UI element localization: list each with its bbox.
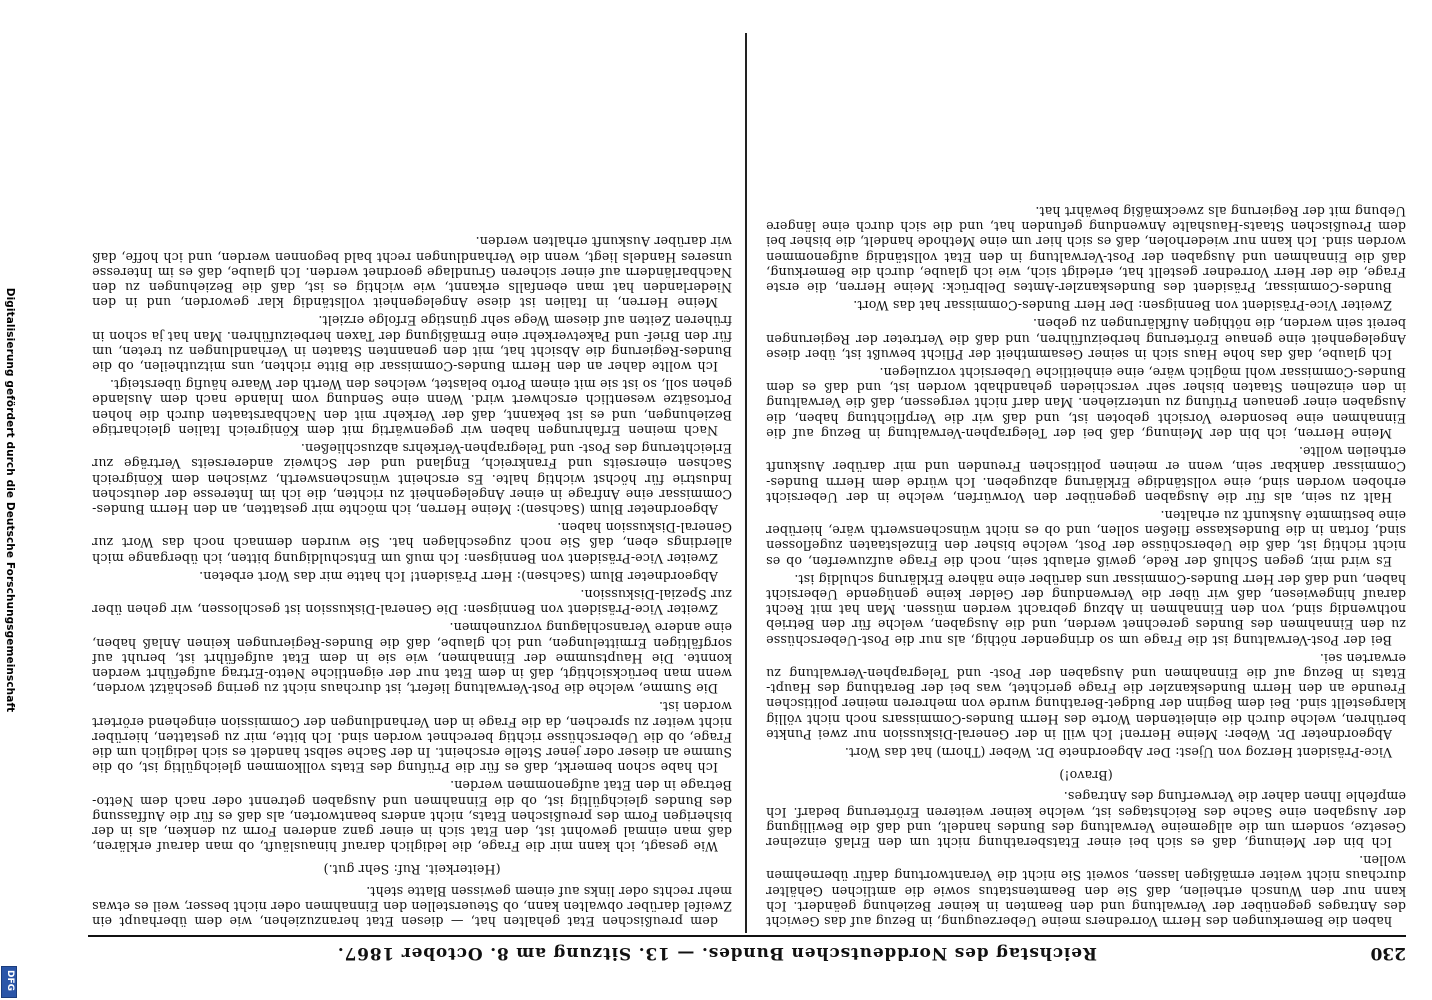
- paragraph: Ich wollte daher an den Herrn Bundes-Commissar die Bitte richten, uns mitzutheilen, ob die Bundes-Regierung die Absicht hat, mit den genannten Staaten in Verhandlungen zu treten, um für den Brief- und Paketverkehr eine Ermäßigung der Taxen herbeizuführen. Man hat ja schon in früheren Zeiten auf diesem Wege sehr günstige Erfolge erzielt.: [92, 313, 732, 375]
- paragraph: Zweiter Vice-Präsident von Bennigsen: Die General-Diskussion ist geschlossen, wir gehen über zur Spezial-Diskussion.: [92, 586, 732, 618]
- running-title: Reichstag des Norddeutschen Bundes. — 13. Sitzung am 8. October 1867.: [337, 943, 1097, 963]
- paragraph: Die Summe, welche die Post-Verwaltung liefert, ist durchaus nicht zu gering geschätzt worden, wenn man berücksichtigt, daß in dem Etat nur der eigentliche Netto-Ertrag aufgeführt werden konnte. Die Hauptsumme der Einnahmen, wie sie in dem Etat aufgeführt ist, beruht auf sorgfältigen Ermittelungen, und ich glaube, daß die Bundes-Regierungen keinen Anlaß haben, eine andere Veranschlagung vorzunehmen.: [92, 620, 732, 697]
- page-number: 230: [1370, 943, 1406, 963]
- paragraph: Meine Herren, ich bin der Meinung, daß bei der Telegraphen-Verwaltung in Bezug auf die Einnahmen eine besondere Vorsicht geboten ist, und daß wir die Verpflichtung haben, die Ausgaben einer genauen Prüfung zu unterziehen. Man darf nicht vergessen, daß die Verwaltung in den einzelnen Staaten bisher sehr verschieden gehandhabt worden ist, und daß es dem Bundes-Commissar wohl möglich wäre, eine einheitliche Uebersicht vorzulegen.: [766, 365, 1406, 441]
- paragraph: Ich glaube, daß das hohe Haus sich in seiner Gesammtheit der Pflicht bewußt ist, über diese Angelegenheit eine genaue Erörterung herbeizuführen, und daß die Vertreter der Regierungen bereit sein werden, die nöthigen Aufklärungen zu geben.: [766, 316, 1406, 362]
- paragraph: Nach meinen Erfahrungen haben wir gegenwärtig mit dem Königreich Italien gleichartige Beziehungen, und es ist bekannt, daß der Verkehr mit den Nachbarstaaten durch die hohen Portosätze wesentlich erschwert wird. Wenn eine Sendung vom Inlande nach dem Auslande gehen soll, so ist sie mit einem Porto belastet, welches den Werth der Waare häufig übersteigt.: [92, 377, 732, 438]
- dfg-logo: [1, 966, 17, 998]
- paragraph: Wie gesagt, ich kann mir die Frage, die lediglich darauf hinausläuft, ob man darauf erklären, daß man einmal gewohnt ist, den Etat sich in einer ganz anderen Form zu denken, als in der bisherigen Form des preußischen Etats, nicht anders beantworten, als daß es für die Auffassung des Bundes gleichgültig ist, ob die Einnahmen und Ausgaben getrennt oder nach dem Netto-Betrage in den Etat aufgenommen werden.: [92, 778, 732, 855]
- paragraph: Halt zu sein, als für die Ausgaben gegenüber den Vorwürfen, welche in der Uebersicht erhoben worden sind, eine vollständige Erklärung abzugeben. Ich würde dem Herrn Bundes-Commissar dankbar sein, wenn er meinen politischen Freunden und mir darüber Auskunft ertheilen wollte.: [766, 444, 1406, 505]
- credit-text: Digitalisierung gefördert durch die Deutsche Forschungsgemeinschaft: [4, 287, 16, 713]
- paragraph: Zweiter Vice-Präsident von Bennigsen: Ich muß um Entschuldigung bitten, ich übergange mich allerdings eben, daß Sie noch zugeschlagen hat. Sie wurden demnach noch das Wort zur General-Diskussion haben.: [92, 520, 732, 566]
- paragraph: Abgeordneter Blum (Sachsen): Meine Herren, ich möchte mir gestatten, an den Herrn Bundes-Commissar eine Anfrage in einer Angelegenheit zu richten, die ich im Interesse der deutschen Industrie für höchst wichtig halte. Es erscheint wünschenswerth, zwischen dem Königreich Sachsen einerseits und Frankreich, England und der Schweiz andererseits Verträge zur Erleichterung des Post- und Telegraphen-Verkehrs abzuschließen.: [92, 441, 732, 517]
- dfg-logo-text: DFG: [5, 970, 15, 992]
- page-header: [88, 939, 1406, 963]
- scanned-sheet: [88, 28, 1406, 963]
- paragraph: Bundes-Commissar, Präsident des Bundeskanzler-Amtes Delbrück: Meine Herren, die erste Frage, die der Herr Vorredner gestellt hat, erledigt sich, wie ich glaube, durch die Bemerkung, daß die Einnahmen und Ausgaben der Post-Verwaltung in den Etat vollständig aufgenommen worden sind. Ich kann nur wiederholen, daß es sich hier um eine Methode handelt, die bisher bei dem Preußischen Staats-Haushalte Anwendung gefunden hat, und die sich durch eine längere Uebung mit der Regierung als zweckmäßig bewährt hat.: [766, 204, 1406, 296]
- paragraph: Vice-Präsident Herzog von Ujest: Der Abgeordnete Dr. Weber (Thorn) hat das Wort.: [844, 744, 1392, 760]
- text-column-left: [766, 34, 1406, 929]
- paragraph: Abgeordneter Blum (Sachsen): Herr Präsident! Ich hatte mir das Wort erbeten.: [198, 568, 718, 584]
- text-column-right: [92, 34, 732, 929]
- paragraph: haben die Bemerkungen des Herrn Vorredners meine Ueberzeugung, in Bezug auf das Gewicht des Antrages gegenüber der Verwaltung und den Beamten in keiner Beziehung geändert. Ich kann nur den Wunsch ertheilen, daß Sie den Beamtenstatus sowie die amtlichen Gehälter durchaus nicht weiter ermäßigen lassen, soweit Sie nicht die Verantwortung dafür übernehmen wollen.: [766, 853, 1406, 929]
- paragraph: dem preußischen Etat gehalten hat, — diesen Etat heranzuziehen, wie dem überhaupt ein Zweifel darüber obwalten kann, ob Steuerstellen den Einnahmen oder nicht besser, weil es etwas mehr rechts oder links auf einem gewissen Blatte steht.: [92, 883, 732, 929]
- paragraph: Meine Herren, in Italien ist diese Angelegenheit vollständig klar geworden, und in den Niederlanden hat man ebenfalls erkannt, wie wichtig es ist, daß die Beziehungen zu den Nachbarländern auf einer sicheren Grundlage geordnet werden. Ich glaube, daß es im Interesse unseres Handels liegt, wenn die Verhandlungen recht bald begonnen werden, und ich hoffe, daß wir darüber Auskunft erhalten werden.: [92, 234, 732, 311]
- paragraph: Bei der Post-Verwaltung ist die Frage um so dringender nöthig, als nur die Post-Ueberschüsse zu den Einnahmen des Bundes gerechnet werden, und die Ausgaben, welche für den Betrieb nothwendig sind, von den Einnahmen in Abzug gebracht werden müssen. Man hat mit Recht darauf hingewiesen, daß wir über die Verwendung der Gelder keine genügende Uebersicht haben, und daß der Herr Bundes-Commissar uns darüber eine nähere Erklärung schuldig ist.: [766, 571, 1406, 648]
- paragraph: Ich bin der Meinung, daß es sich bei einer Etatsberathung nicht um den Erlaß einzelner Gesetze, sondern um die allgemeine Verwaltung des Bundes handelt, und daß die Bewilligung der Ausgaben eine Sache des Reichstages ist, welche keiner weiteren Erörterung bedarf. Ich empfehle Ihnen daher die Verwerfung des Antrages.: [766, 789, 1406, 850]
- column-divider: [746, 33, 748, 933]
- paragraph: Ich habe schon bemerkt, daß es für die Prüfung des Etats vollkommen gleichgültig ist, ob die Summe an dieser oder jener Stelle erscheint. In der Sache selbst handelt es sich lediglich um die Frage, ob die Ueberschüsse richtig berechnet worden sind. Ich bitte, mir zu gestatten, hierüber nicht weiter zu sprechen, da die Frage in den Verhandlungen der Commission eingehend erörtert worden ist.: [92, 699, 732, 776]
- paragraph: (Bravo!): [1059, 768, 1113, 784]
- paragraph: Es wird mir, gegen Schluß der Rede, gewiß erlaubt sein, noch die Frage aufzuwerfen, ob es nicht richtig ist, daß die Ueberschüsse der Post, welche bisher den Einzelstaaten zugeflossen sind, fortan in die Bundeskasse fließen sollen, und ob es nicht wünschenswerth wäre, hierüber eine bestimmte Auskunft zu erhalten.: [766, 507, 1406, 569]
- digitization-credit: [2, 0, 18, 1000]
- paragraph: Abgeordneter Dr. Weber: Meine Herren! Ich will in der General-Diskussion nur zwei Punkte berühren, welche durch die einleitenden Worte des Herrn Bundes-Commissars noch nicht völlig klargestellt sind. Bei dem Beginn der Budget-Berathung wurde von mehreren meiner politischen Freunde an den Herrn Bundeskanzler die Frage gerichtet, was bei der Berathung des Haupt-Etats in Bezug auf die Einnahmen und Ausgaben der Post- und Telegraphen-Verwaltung zu erwarten sei.: [766, 650, 1406, 742]
- header-rule: [88, 935, 1406, 937]
- paragraph: Zweiter Vice-Präsident von Bennigsen: Der Herr Bundes-Commissar hat das Wort.: [853, 298, 1392, 314]
- paragraph: (Heiterkeit. Ruf: Sehr gut.): [323, 862, 501, 878]
